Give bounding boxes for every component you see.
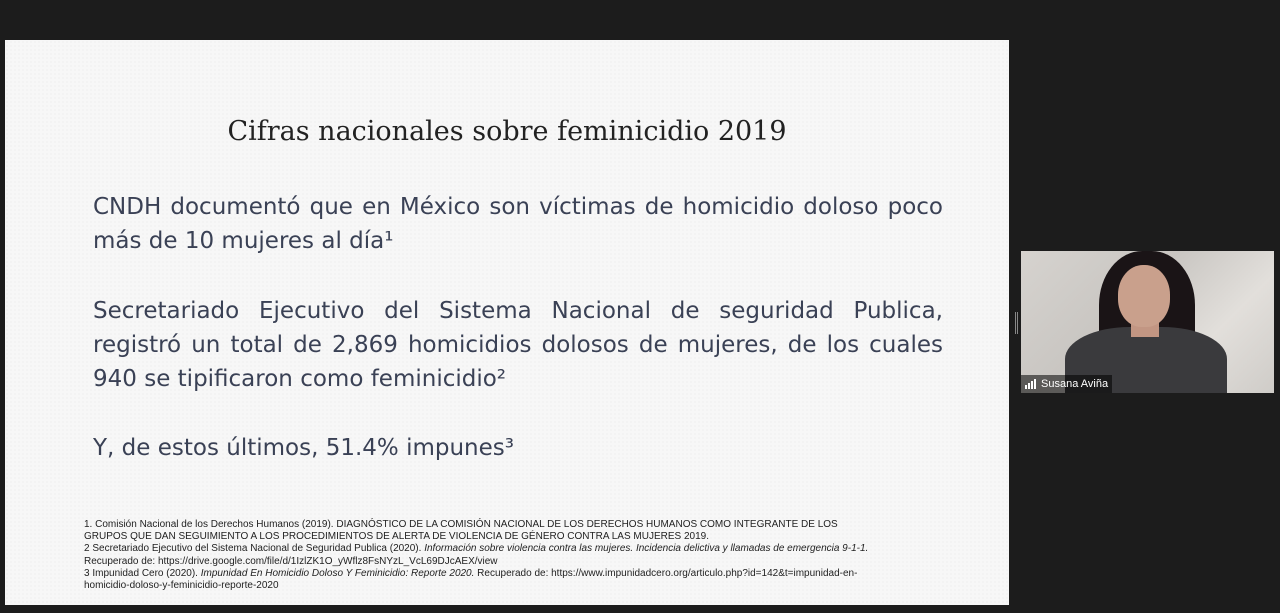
- slide-title: Cifras nacionales sobre feminicidio 2019: [227, 116, 787, 147]
- participant-name: Susana Aviña: [1041, 378, 1109, 390]
- footnote-2-title: Información sobre violencia contra las mujeres. Incidencia delictiva y llamadas de emergencia 9-1-1.: [424, 543, 869, 555]
- footnote-3-line-1: [84, 568, 984, 580]
- shared-screen-slide: [5, 40, 1009, 605]
- footnote-3-line-2: homicidio-doloso-y-feminicidio-reporte-2020: [84, 580, 279, 592]
- slide-paragraph-3: Y, de estos últimos, 51.4% impunes³: [93, 435, 514, 461]
- footnote-3-prefix: 3 Impunidad Cero (2020).: [84, 567, 201, 579]
- footnote-1-line-2: GRUPOS QUE DAN SEGUIMIENTO A LOS PROCEDIMIENTOS DE ALERTA DE VIOLENCIA DE GÉNERO CONTRA LAS MUJERES 2019.: [84, 531, 709, 543]
- panel-resize-handle[interactable]: [1015, 312, 1018, 334]
- participant-name-tag: [1021, 375, 1112, 393]
- participant-video-tile[interactable]: [1021, 251, 1274, 393]
- footnote-3-title: Impunidad En Homicidio Doloso Y Feminicidio: Reporte 2020.: [200, 567, 475, 579]
- footnote-2-line-1: [84, 543, 984, 555]
- footnote-1-line-1: 1. Comisión Nacional de los Derechos Humanos (2019). DIAGNÓSTICO DE LA COMISIÓN NACIONAL DE LOS DERECHOS HUMANOS COMO INTEGRANTE DE LOS: [84, 519, 838, 530]
- slide-footnotes: [84, 519, 984, 592]
- participant-face: [1118, 265, 1170, 327]
- slide-paragraph-1: CNDH documentó que en México son víctimas de homicidio doloso poco más de 10 mujeres al día¹: [93, 194, 943, 254]
- footnote-3-suffix: Recuperado de: https://www.impunidadcero.org/articulo.php?id=142&t=impunidad-en-: [474, 567, 858, 579]
- slide-paragraph-2: Secretariado Ejecutivo del Sistema Nacional de seguridad Publica, registró un total de 2,869 homicidios dolosos de mujeres, de los cuales 940 se tipificaron como feminicidio²: [93, 298, 943, 392]
- footnote-2-line-2: Recuperado de: https://drive.google.com/file/d/1IzlZK1O_yWflz8FsNYzL_VcL69DJcAEX/view: [84, 555, 498, 567]
- footnote-2-prefix: 2 Secretariado Ejecutivo del Sistema Nacional de Seguridad Publica (2020).: [84, 543, 425, 555]
- signal-bars-icon: [1025, 379, 1036, 389]
